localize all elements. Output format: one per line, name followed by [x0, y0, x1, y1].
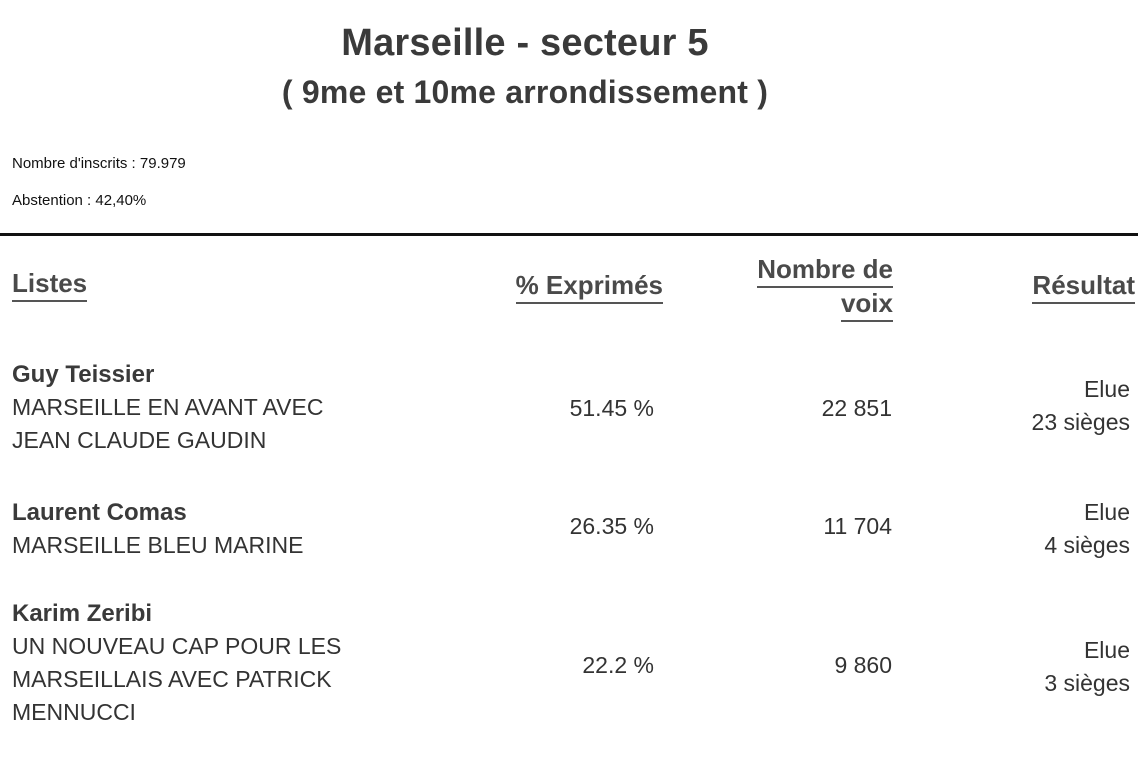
nombre-voix-value: 9 860 — [834, 652, 892, 678]
nombre-voix-value: 11 704 — [823, 513, 892, 539]
candidate-name: Laurent Comas — [12, 499, 187, 526]
result-status: Elue — [1083, 499, 1130, 525]
list-name-line: MARSEILLE EN AVANT AVEC — [12, 394, 324, 420]
result-status: Elue — [1083, 376, 1130, 402]
table-row-list — [12, 496, 303, 562]
table-row-list — [12, 358, 323, 457]
result-seats: 4 sièges — [1044, 532, 1130, 558]
candidate-name: Karim Zeribi — [12, 600, 153, 627]
inscrits-count: Nombre d'inscrits : 79.979 — [12, 155, 186, 172]
abstention-rate: Abstention : 42,40% — [12, 192, 147, 209]
list-name-line: MARSEILLE BLEU MARINE — [12, 532, 304, 558]
list-name-line: UN NOUVEAU CAP POUR LES — [12, 633, 342, 659]
column-header-listes: Listes — [12, 266, 87, 300]
nombre-voix-value: 22 851 — [821, 395, 892, 421]
table-row-list — [12, 597, 341, 729]
list-name-line: JEAN CLAUDE GAUDIN — [12, 427, 267, 453]
column-header-nombre-de-voix: Nombre de voix — [735, 252, 893, 320]
result-status: Elue — [1083, 637, 1130, 663]
resultat-value — [960, 496, 1130, 562]
separator-rule — [0, 233, 1138, 236]
column-header-resultat: Résultat — [960, 268, 1135, 302]
column-header-pct-exprimes: % Exprimés — [493, 268, 663, 302]
pct-exprimes-value: 22.2 % — [582, 652, 654, 678]
list-name-line: MENNUCCI — [12, 699, 136, 725]
result-seats: 3 sièges — [1044, 670, 1130, 696]
result-seats: 23 sièges — [1031, 409, 1130, 435]
pct-exprimes-value: 26.35 % — [569, 513, 654, 539]
candidate-name: Guy Teissier — [12, 361, 155, 388]
page-title: Marseille - secteur 5 — [341, 22, 709, 64]
pct-exprimes-value: 51.45 % — [569, 395, 654, 421]
page-subtitle: ( 9me et 10me arrondissement ) — [281, 74, 769, 110]
resultat-value — [960, 634, 1130, 700]
resultat-value — [960, 373, 1130, 439]
list-name-line: MARSEILLAIS AVEC PATRICK — [12, 666, 332, 692]
